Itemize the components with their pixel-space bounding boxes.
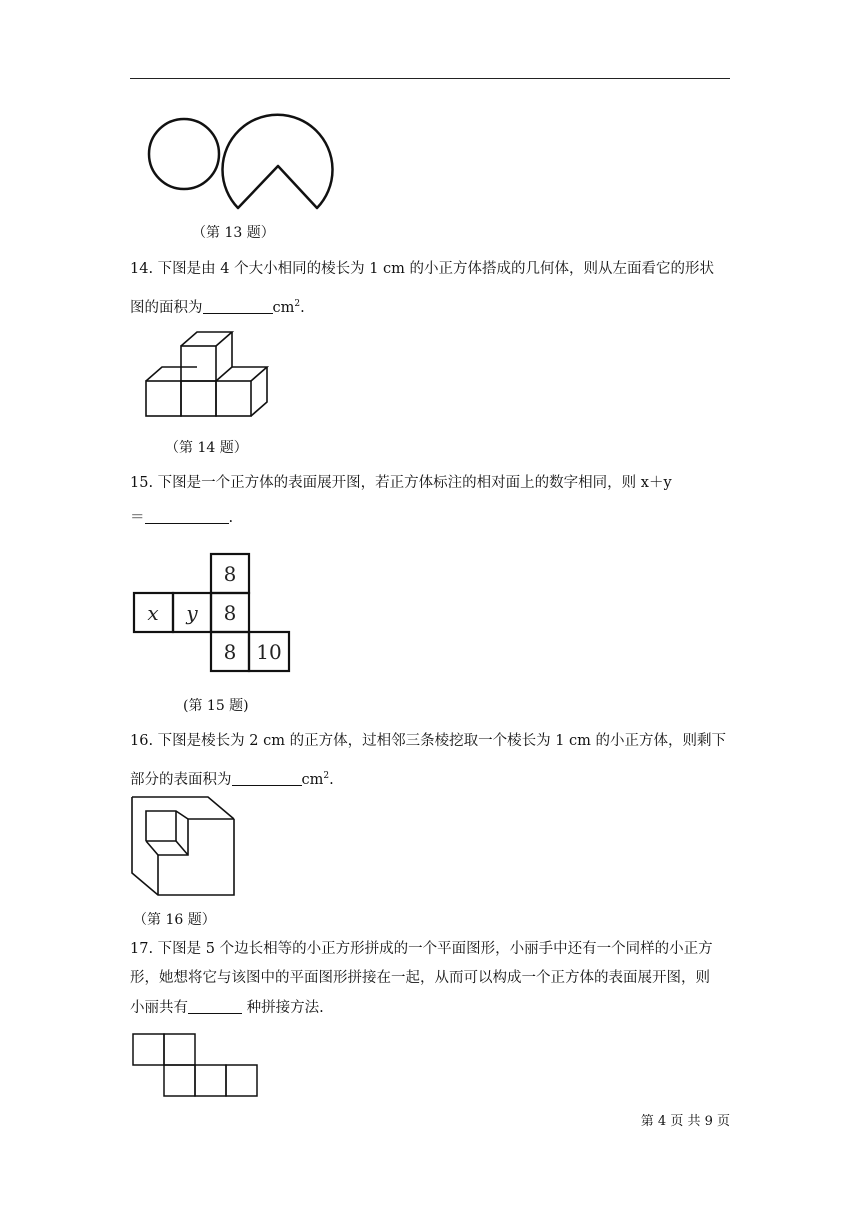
q13-caption: （第 13 题） xyxy=(192,225,275,241)
q15-answer-blank[interactable] xyxy=(145,508,229,524)
q14-line1: 14. 下图是由 4 个大小相同的棱长为 1 cm 的小正方体搭成的几何体，则从左面看它的形状 xyxy=(130,261,715,277)
q14-end: . xyxy=(300,299,305,316)
q15-label-top: 8 xyxy=(223,562,237,586)
q15-caption: (第 15 题) xyxy=(183,698,249,714)
q17-square-1 xyxy=(133,1034,164,1065)
q14-right-cube-top xyxy=(232,367,267,381)
page-footer: 第 4 页 共 9 页 xyxy=(640,1114,730,1129)
q13-sector xyxy=(223,115,333,208)
q14-cube-front-2 xyxy=(181,381,216,416)
q16-notch-top xyxy=(146,811,188,841)
header-rule xyxy=(130,78,730,79)
q16-notch-edge xyxy=(146,841,158,855)
q14-cube-front-1 xyxy=(146,381,181,416)
q17-square-4 xyxy=(195,1065,226,1096)
q13-figure xyxy=(140,108,340,218)
q17-square-2 xyxy=(164,1034,195,1065)
q15-label-y: y xyxy=(186,601,198,625)
q14-unit: cm xyxy=(272,299,295,316)
q13-circle xyxy=(149,119,219,189)
q16-notch-outline xyxy=(158,819,234,895)
q15-prefix: ＝ xyxy=(130,510,145,526)
q17-line1: 17. 下图是 5 个边长相等的小正方形拼成的一个平面图形，小丽手中还有一个同样的小正方 xyxy=(130,941,713,957)
q15-line2 xyxy=(130,508,233,528)
q15-line1: 15. 下图是一个正方体的表面展开图，若正方体标注的相对面上的数字相同，则 x＋y xyxy=(130,475,672,491)
q15-label-bottom: 8 xyxy=(223,640,237,664)
q16-answer-blank[interactable] xyxy=(232,770,302,786)
q16-figure xyxy=(130,795,240,899)
q14-cube-front-3 xyxy=(216,381,251,416)
q16-line1: 16. 下图是棱长为 2 cm 的正方体，过相邻三条棱挖取一个棱长为 1 cm 的小正方体，则剩下 xyxy=(130,733,727,749)
q15-label-x: x xyxy=(147,601,159,625)
q17-answer-blank[interactable] xyxy=(188,998,242,1014)
q14-left-cube-top xyxy=(146,367,197,381)
q14-caption: （第 14 题） xyxy=(165,440,248,456)
q15-end: . xyxy=(228,510,234,526)
q14-unit-sup: 2 xyxy=(294,299,301,309)
q16-end: . xyxy=(329,771,334,788)
q17-suffix: 种拼接方法. xyxy=(242,1000,324,1016)
q17-line2: 形，她想将它与该图中的平面图形拼接在一起，从而可以构成一个正方体的表面展开图，则 xyxy=(130,970,710,986)
q15-label-right: 10 xyxy=(256,640,282,664)
q16-prefix: 部分的表面积为 xyxy=(130,771,232,788)
q14-top-cube-top xyxy=(181,332,232,346)
q15-label-mid: 8 xyxy=(223,601,237,625)
q14-prefix: 图的面积为 xyxy=(130,299,203,316)
q17-square-3 xyxy=(164,1065,195,1096)
q16-caption: （第 16 题） xyxy=(133,912,216,928)
q16-line2 xyxy=(130,766,334,790)
q16-notch-inner-2 xyxy=(176,841,188,855)
q17-square-5 xyxy=(226,1065,257,1096)
q14-line2 xyxy=(130,294,305,318)
q16-unit-sup: 2 xyxy=(323,771,330,781)
q17-prefix: 小丽共有 xyxy=(130,1000,188,1016)
q14-top-cube-front xyxy=(181,346,216,381)
q15-net xyxy=(133,553,293,673)
q16-unit: cm xyxy=(301,771,324,788)
q14-figure xyxy=(144,330,276,420)
q14-answer-blank[interactable] xyxy=(203,298,273,314)
q17-line3 xyxy=(130,998,324,1018)
q17-figure xyxy=(132,1033,262,1097)
